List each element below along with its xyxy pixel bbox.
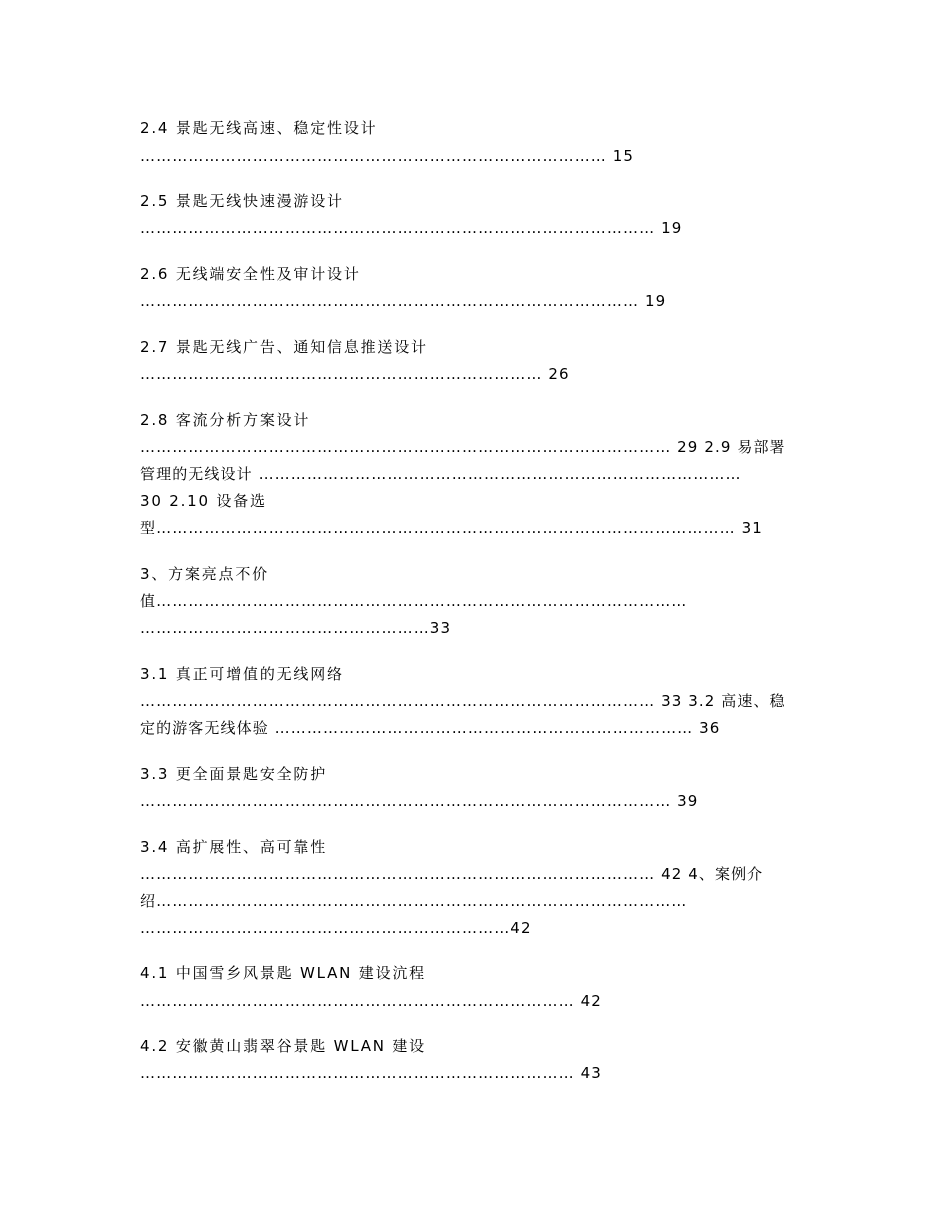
toc-entry-2-6-leader[interactable]: ………………………………………………………………………………… 19	[140, 292, 667, 310]
toc-entry-2-6-title[interactable]: 2.6 无线端安全性及审计设计	[140, 265, 361, 283]
toc-entry-2-7-leader[interactable]: ………………………………………………………………… 26	[140, 365, 570, 383]
toc-entry-4-1-title[interactable]: 4.1 中国雪乡风景匙 WLAN 建设沆程	[140, 964, 426, 982]
toc-entry-3-4-title[interactable]: 3.4 高扩展性、高可靠性	[140, 838, 328, 856]
toc-entry-2-8-title[interactable]: 2.8 客流分析方案设计	[140, 411, 311, 429]
toc-entry-3-1-leader[interactable]: …………………………………………………………………………………… 33 3.2 高速、稳	[140, 692, 786, 710]
toc-entry-2-10-title[interactable]: 30 2.10 设备选	[140, 492, 267, 510]
toc-entry-2-4-leader[interactable]: …………………………………………………………………………… 15	[140, 147, 635, 165]
toc-entry-3-3-title[interactable]: 3.3 更全面景匙安全防护	[140, 765, 328, 783]
toc-entry-2-9-cont[interactable]: 管理的无线设计 ………………………………………………………………………………	[140, 465, 742, 483]
toc-entry-2-10-leader[interactable]: 型……………………………………………………………………………………………… 31	[140, 519, 763, 537]
toc-entry-3-leader[interactable]: 值………………………………………………………………………………………	[140, 592, 688, 610]
toc-entry-3-4-leader[interactable]: …………………………………………………………………………………… 42 4、案例介	[140, 865, 764, 883]
toc-entry-3-title[interactable]: 3、方案亮点不价	[140, 565, 269, 583]
toc-entry-2-5-leader[interactable]: …………………………………………………………………………………… 19	[140, 219, 683, 237]
toc-entry-3-page[interactable]: ………………………………………………33	[140, 619, 452, 637]
toc-entry-3-1-title[interactable]: 3.1 真正可增值的无线网络	[140, 665, 344, 683]
toc-entry-2-7-title[interactable]: 2.7 景匙无线广告、通知信息推送设计	[140, 338, 428, 356]
toc-entry-4-2-leader[interactable]: ……………………………………………………………………… 43	[140, 1064, 602, 1082]
toc-entry-2-4-title[interactable]: 2.4 景匙无线高速、稳定性设计	[140, 119, 378, 137]
toc-entry-4-2-title[interactable]: 4.2 安徽黄山翡翠谷景匙 WLAN 建设	[140, 1037, 426, 1055]
toc-entry-2-8-leader[interactable]: ……………………………………………………………………………………… 29 2.9 易部署	[140, 438, 786, 456]
toc-entry-3-2-cont[interactable]: 定的游客无线体验 …………………………………………………………………… 36	[140, 719, 721, 737]
toc-entry-4-page[interactable]: ……………………………………………………………42	[140, 919, 532, 937]
toc-entry-2-5-title[interactable]: 2.5 景匙无线快速漫游设计	[140, 192, 344, 210]
toc-entry-3-3-leader[interactable]: ……………………………………………………………………………………… 39	[140, 792, 699, 810]
toc-entry-4-leader[interactable]: 绍………………………………………………………………………………………	[140, 892, 688, 910]
toc-entry-4-1-leader[interactable]: ……………………………………………………………………… 42	[140, 992, 602, 1010]
